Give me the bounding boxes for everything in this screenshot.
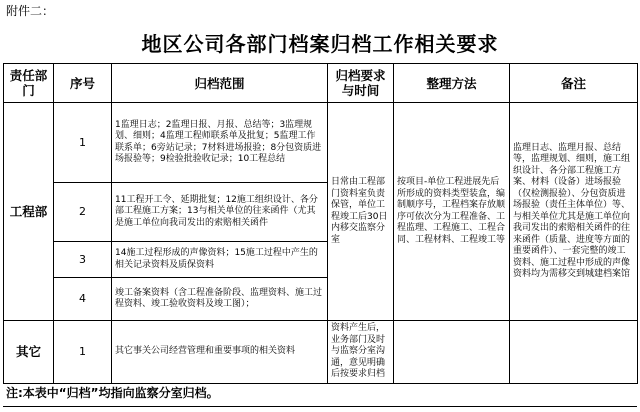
engineering-requirement: 日常由工程部门资料室负责保管，单位工程竣工后30日内移交监察分室 [328, 103, 394, 321]
bottom-divider [3, 406, 637, 407]
row-scope: 竣工备案资料（含工程准备阶段、监理资料、施工过程资料、竣工验收资料及竣工图）； [112, 278, 328, 321]
dept-other: 其它 [4, 321, 54, 384]
header-seq: 序号 [54, 64, 112, 103]
table-row [4, 321, 638, 384]
footnote: 注:本表中“归档”均指向监察分室归档。 [6, 386, 219, 400]
other-method [394, 321, 510, 384]
row-seq: 4 [54, 278, 112, 321]
table-header-row [4, 64, 638, 103]
header-scope: 归档范围 [112, 64, 328, 103]
archive-requirements-table [3, 63, 638, 384]
other-requirement: 资料产生后，业务部门及时与监察分室沟通，意见明确后按要求归档 [328, 321, 394, 384]
header-dept: 责任部门 [4, 64, 54, 103]
table-row [4, 103, 638, 183]
row-scope: 14施工过程形成的声像资料；15施工过程中产生的相关记录资料及质保资料 [112, 242, 328, 278]
row-seq: 1 [54, 103, 112, 183]
engineering-remarks: 监理日志、监理月报、总结等，监理规划、细则，施工组织设计、各分部工程施工方案、材料（设备）进场报验（仅检测报验）、分包资质进场报验（责任主体单位）等、与相关单位尤其是施工单位向我司发出的索赔相关函件的往来函件（质量、进度等方面的重要函件）、一套完整的竣工资料、施工过程中形成的声像资料均为需移交到城建档案馆 [510, 103, 638, 321]
header-remarks: 备注 [510, 64, 638, 103]
row-scope: 其它事关公司经营管理和重要事项的相关资料 [112, 321, 328, 384]
header-method: 整理方法 [394, 64, 510, 103]
row-seq: 1 [54, 321, 112, 384]
dept-engineering: 工程部 [4, 103, 54, 321]
engineering-method: 按项目-单位工程进展先后所形成的资料类型装盒，编制顺序号，工程档案存放顺序可依次分为工程准备、工程监理、工程施工、工程合同、工程材料、工程竣工等 [394, 103, 510, 321]
row-seq: 2 [54, 183, 112, 242]
header-requirement: 归档要求与时间 [328, 64, 394, 103]
row-scope: 1监理日志；2监理日报、月报、总结等；3监理规划、细则；4监理工程师联系单及批复；5监理工作联系单；6旁站记录；7材料进场报验；8分包资质进场报验等；9检验批验收记录；10工程总结 [112, 103, 328, 183]
page-title: 地区公司各部门档案归档工作相关要求 [141, 32, 499, 56]
other-remarks [510, 321, 638, 384]
row-scope: 11工程开工令、延期批复；12施工组织设计、各分部工程施工方案；13与相关单位的往来函件（尤其是施工单位向我司发出的索赔相关函件 [112, 183, 328, 242]
attachment-label: 附件二： [6, 4, 55, 18]
row-seq: 3 [54, 242, 112, 278]
